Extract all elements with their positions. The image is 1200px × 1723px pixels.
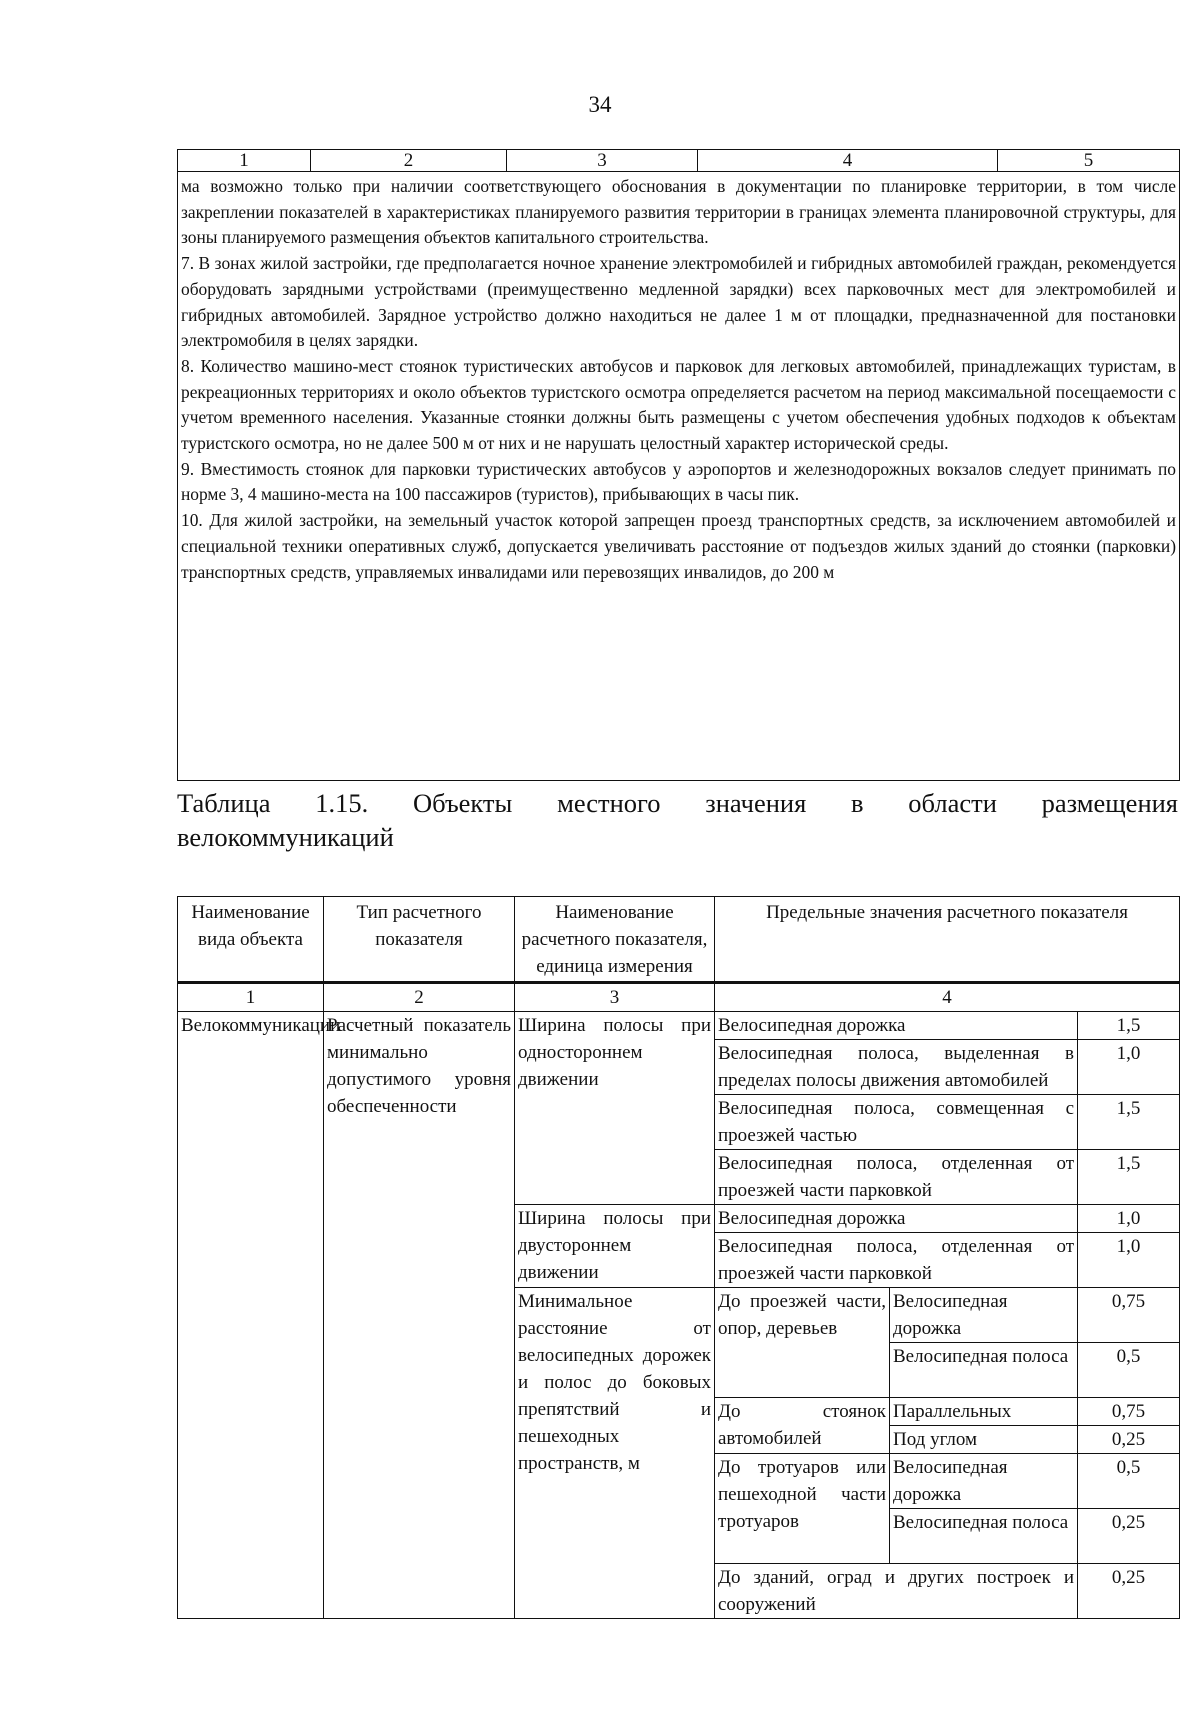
column-number: 4 [715,983,1180,1012]
continuation-text-cell [178,172,1180,781]
limit-label-cell: Велосипедная полоса [890,1509,1078,1564]
limit-label-cell: Велосипедная полоса [890,1343,1078,1398]
limit-value-cell: 1,0 [1078,1233,1180,1288]
paragraph: 8. Количество машино-мест стоянок туристических автобусов и парковок для легковых автомобилей, принадлежащих туристам, в рекреационных территориях и около объектов туристского осмотра определяется расчетом на период максимальной посещаемости с учетом временного населения. Указанные стоянки должны быть размещены с учетом обеспечения удобных подходов к объектам туристского осмотра, но не далее 500 м от них и не нарушать целостный характер исторической среды. [181,355,1176,454]
limit-value-cell: 0,25 [1078,1509,1180,1564]
limit-label-cell: Велосипедная полоса, отделенная от проезжей части парковкой [715,1233,1078,1288]
limit-value-cell: 0,75 [1078,1398,1180,1426]
limit-value-cell: 0,25 [1078,1564,1180,1619]
limit-value-cell: 1,5 [1078,1150,1180,1205]
table-caption-line: Таблица 1.15. Объекты местного значения в области размещения [177,788,1178,818]
indicator-name-cell: Ширина полосы при двустороннем движении [515,1205,715,1288]
limit-value-cell: 1,5 [1078,1095,1180,1150]
column-number: 1 [178,150,311,172]
column-number: 1 [178,983,324,1012]
header-cell: Наименование расчетного показателя, единица измерения [515,897,715,983]
header-cell: Наименование вида объекта [178,897,324,983]
header-cell: Тип расчетного показателя [324,897,515,983]
column-number: 4 [698,150,998,172]
paragraph: 10. Для жилой застройки, на земельный участок которой запрещен проезд транспортных средств, за исключением автомобилей и специальной техники оперативных служб, допускается увеличивать расстояние от подъездов жилых зданий до стоянки (парковки) транспортных средств, управляемых инвалидами или перевозящих инвалидов, до 200 м [181,510,1176,582]
limit-label-cell: Под углом [890,1426,1078,1454]
table-1-15 [177,896,1180,1619]
indicator-name-cell: Ширина полосы при одностороннем движении [515,1012,715,1205]
limit-value-cell: 0,75 [1078,1288,1180,1343]
limit-value-cell: 1,0 [1078,1040,1180,1095]
column-number: 2 [311,150,507,172]
limit-label-cell: Велосипедная дорожка [715,1012,1078,1040]
limit-value-cell: 0,5 [1078,1454,1180,1509]
table-caption [177,786,1178,854]
column-number: 3 [507,150,698,172]
limit-label-cell: Велосипедная полоса, выделенная в пределах полосы движения автомобилей [715,1040,1078,1095]
limit-value-cell: 1,0 [1078,1205,1180,1233]
column-number: 3 [515,983,715,1012]
table-caption-line: велокоммуникаций [177,822,394,852]
paragraph: 9. Вместимость стоянок для парковки туристических автобусов у аэропортов и железнодорожных вокзалов следует принимать по норме 3, 4 машино-места на 100 пассажиров (туристов), прибывающих в часы пик. [181,458,1176,505]
paragraph: 7. В зонах жилой застройки, где предполагается ночное хранение электромобилей и гибридных автомобилей граждан, рекомендуется оборудовать зарядными устройствами (преимущественно медленной зарядки) всех парковочных мест для электромобилей и гибридных автомобилей. Зарядное устройство должно находиться не далее 1 м от площадки, предназначенной для постановки электромобиля в целях зарядки. [181,253,1176,351]
indicator-type-cell: Расчетный показатель минимально допустимого уровня обеспеченности [324,1012,515,1619]
limit-label-cell: Велосипедная полоса, совмещенная с проезжей частью [715,1095,1078,1150]
limit-label-cell: Параллельных [890,1398,1078,1426]
indicator-name-cell: Минимальное расстояние от велосипедных дорожек и полос до боковых препятствий и пешеходных пространств, м [515,1288,715,1619]
paragraph: ма возможно только при наличии соответствующего обоснования в документации по планировке территории, в том числе закреплении показателей в характеристиках планируемого развития территории в границах элемента планировочной структуры, для зоны планируемого размещения объектов капитального строительства. [181,176,1176,248]
limit-value-cell: 0,25 [1078,1426,1180,1454]
sublimit-label-cell: До проезжей части, опор, деревьев [715,1288,890,1398]
object-type-cell: Велокоммуникации [178,1012,324,1619]
column-number: 2 [324,983,515,1012]
limit-label-cell: Велосипедная дорожка [715,1205,1078,1233]
limit-value-cell: 1,5 [1078,1012,1180,1040]
sublimit-label-cell: До стоянок автомобилей [715,1398,890,1454]
column-number: 5 [998,150,1180,172]
header-cell: Предельные значения расчетного показателя [715,897,1180,983]
limit-label-cell: Велосипедная дорожка [890,1288,1078,1343]
limit-label-cell: До зданий, оград и других построек и сооружений [715,1564,1078,1619]
limit-label-cell: Велосипедная полоса, отделенная от проезжей части парковкой [715,1150,1078,1205]
limit-value-cell: 0,5 [1078,1343,1180,1398]
page-number: 34 [588,92,612,117]
sublimit-label-cell: До тротуаров или пешеходной части тротуаров [715,1454,890,1564]
limit-label-cell: Велосипедная дорожка [890,1454,1078,1509]
continuation-table [177,149,1180,781]
